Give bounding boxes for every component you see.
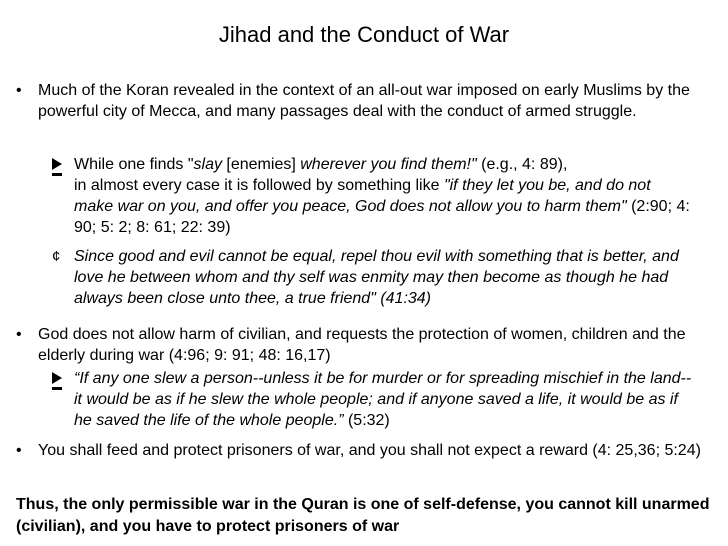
sub-bullet-good-evil [52, 246, 692, 309]
sub-text-part: in almost every case it is followed by something like [74, 177, 444, 194]
sub-text-part: (5:32) [343, 412, 390, 429]
sub-text-part: [enemies] [221, 156, 301, 173]
bullet-marker: • [16, 442, 22, 459]
bullet-koran-context [16, 80, 706, 122]
conclusion-text: Thus, the only permissible war in the Quran is one of self-defense, you cannot kill unarmed (civilian), and you have to protect prisoners of war [16, 496, 710, 535]
cent-bullet-marker: ¢ [52, 248, 61, 265]
sub-text-italic: slay [193, 156, 222, 173]
sub-text-italic: “If any one slew a person--unless it be for murder or for spreading mischief in the land--it would be as if he slew the whole people; and if anyone saved a life, it would be as if he saved the life of the whole people.” [74, 370, 692, 429]
bullet-civilians [16, 324, 706, 366]
slide-title: Jihad and the Conduct of War [218, 22, 510, 47]
sub-text-part: (2:90; 4: 90; 5: 2; 8: 61; 22: 39) [74, 198, 690, 236]
bullet-prisoners [16, 440, 706, 461]
bullet-marker: • [16, 326, 22, 343]
sub-text-italic: "if they let you be, and do not make war on you, and offer you peace, God does not allow you to harm them" [74, 177, 651, 215]
bullet-text: You shall feed and protect prisoners of war, and you shall not expect a reward (4: 25,36; 5:24) [38, 442, 701, 459]
arrow-bullet-icon [52, 154, 72, 176]
sub-text-italic: wherever you find them!" [300, 156, 477, 173]
bullet-text: Much of the Koran revealed in the context of an all-out war imposed on early Muslims by the powerful city of Mecca, and many passages deal with the conduct of armed struggle. [38, 82, 690, 120]
sub-text-italic: Since good and evil cannot be equal, repel thou evil with something that is better, and love he between whom and thy self was enmity may then become as though he had always been close unto thee, a true friend" (41:34) [74, 248, 679, 307]
sub-bullet-slay [52, 154, 692, 238]
arrow-bullet-icon [52, 368, 72, 390]
bullet-text: God does not allow harm of civilian, and requests the protection of women, children and the elderly during war (4:96; 9: 91; 48: 16,17) [38, 326, 686, 364]
bullet-marker: • [16, 82, 22, 99]
sub-text-part: (e.g., 4: 89), [476, 156, 568, 173]
sub-text-part: While one finds " [74, 156, 194, 173]
sub-bullet-slew-person [52, 368, 692, 431]
